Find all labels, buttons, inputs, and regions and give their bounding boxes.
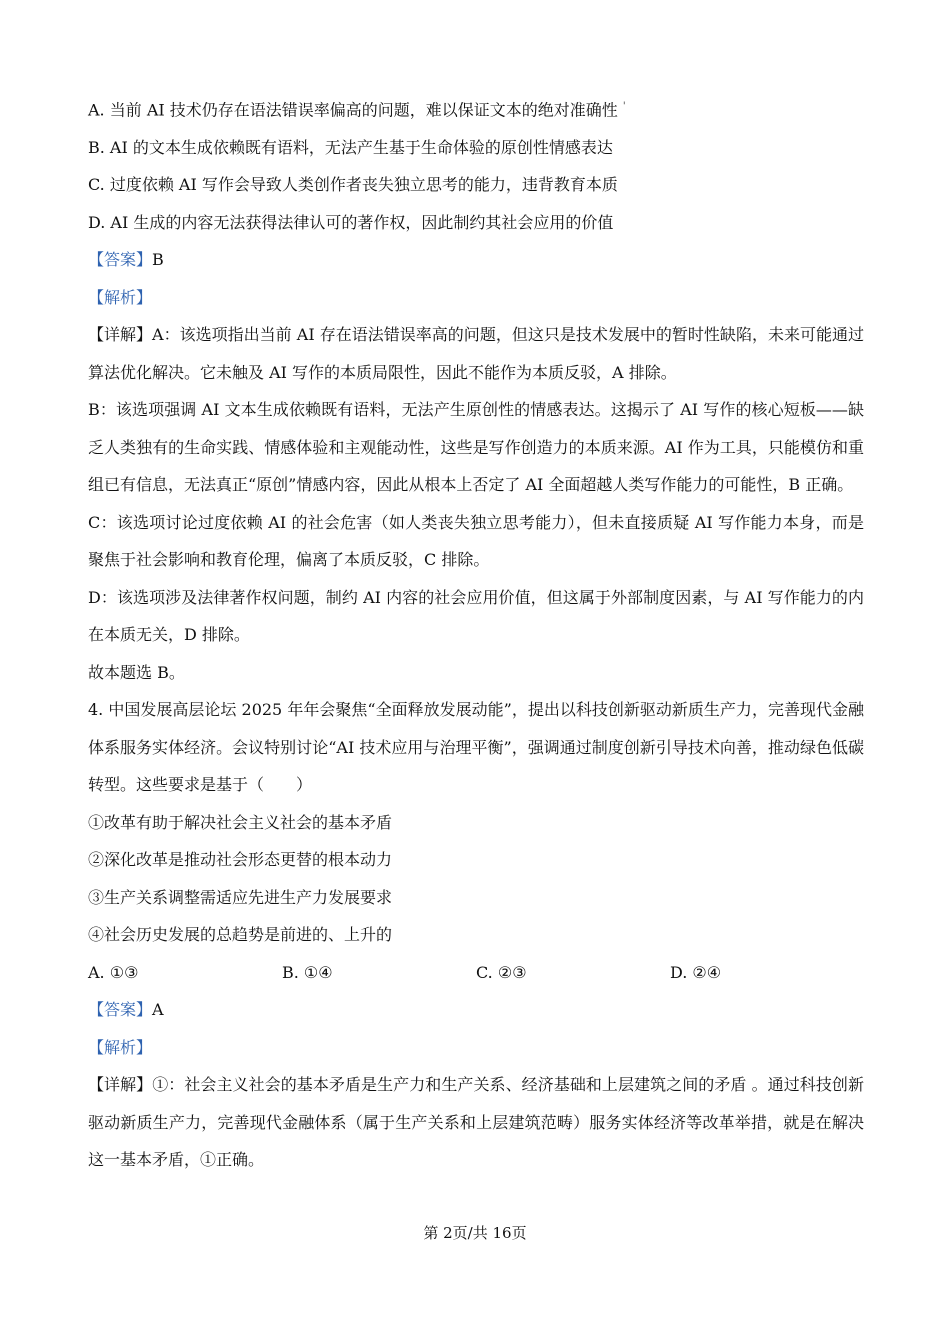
- q3-option-b: B. AI 的文本生成依赖既有语料，无法产生基于生命体验的原创性情感表达: [88, 137, 613, 157]
- q4-detail-1: 【详解】①：社会主义社会的基本矛盾是生产力和生产关系、经济基础和上层建筑之间的矛盾 。通过科技创新驱动新质生产力，完善现代金融体系（属于生产关系和上层建筑范畴）服务实体经济等改革举措，就是在解决这一基本矛盾，①正确。: [88, 1075, 864, 1170]
- q4-option-d: D. ②④: [670, 962, 722, 982]
- q4-item-4: ④社会历史发展的总趋势是前进的、上升的: [88, 925, 393, 945]
- q4-item-2: ②深化改革是推动社会形态更替的根本动力: [88, 850, 393, 870]
- q4-item-1: ①改革有助于解决社会主义社会的基本矛盾: [88, 812, 393, 832]
- q4-options: [88, 954, 864, 992]
- q3-detail-a: 【详解】A：该选项指出当前 AI 存在语法错误率高的问题，但这只是技术发展中的暂时性缺陷，未来可能通过算法优化解决。它未触及 AI 写作的本质局限性，因此不能作为本质反驳，A 排除。: [88, 325, 864, 382]
- q3-option-c: C. 过度依赖 AI 写作会导致人类创作者丧失独立思考的能力，违背教育本质: [88, 175, 618, 195]
- detail-tag: 【详解】: [88, 325, 153, 345]
- q4-option-a: A. ①③: [88, 962, 139, 982]
- q4-option-b: B. ①④: [282, 962, 333, 982]
- document-page: [88, 88, 864, 1179]
- q3-analysis-heading: [88, 279, 864, 317]
- q4-item-3: ③生产关系调整需适应先进生产力发展要求: [88, 887, 393, 907]
- q4-option-c: C. ②③: [476, 962, 527, 982]
- q3-conclusion: 故本题选 B。: [88, 662, 185, 682]
- answer-tag: 【答案】: [88, 250, 153, 270]
- q3-option-a: A. 当前 AI 技术仍存在语法错误率偏高的问题，难以保证文本的绝对准确性 ': [88, 100, 626, 120]
- answer-tag: 【答案】: [88, 1000, 153, 1020]
- q3-detail-c: C：该选项讨论过度依赖 AI 的社会危害（如人类丧失独立思考能力），但未直接质疑 AI 写作能力本身，而是聚焦于社会影响和教育伦理，偏离了本质反驳，C 排除。: [88, 512, 864, 570]
- q3-detail-b: B：该选项强调 AI 文本生成依赖既有语料，无法产生原创性的情感表达。这揭示了 AI 写作的核心短板——缺乏人类独有的生命实践、情感体验和主观能动性，这些是写作创造力的本质来源。AI 作为工具，只能模仿和重组已有信息，无法真正“原创”情感内容，因此从根本上否定了 AI 全面超越人类写作能力的可能性，B 正确。: [88, 400, 864, 495]
- q3-answer: [88, 241, 864, 279]
- q4-stem: 4. 中国发展高层论坛 2025 年年会聚焦“全面释放发展动能”，提出以科技创新驱动新质生产力，完善现代金融体系服务实体经济。会议特别讨论“AI 技术应用与治理平衡”，强调通过制度创新引导技术向善，推动绿色低碳转型。这些要求是基于（ ）: [88, 700, 864, 795]
- answer-value: B: [152, 250, 164, 270]
- analysis-tag: 【解析】: [88, 1037, 153, 1057]
- page-footer: 第 2页/共 16页: [423, 1224, 527, 1242]
- analysis-tag: 【解析】: [88, 287, 153, 307]
- detail-tag: 【详解】: [88, 1075, 153, 1095]
- answer-value: A: [152, 1000, 164, 1020]
- q3-detail-d: D：该选项涉及法律著作权问题，制约 AI 内容的社会应用价值，但这属于外部制度因素，与 AI 写作能力的内在本质无关，D 排除。: [88, 587, 864, 645]
- q3-option-d: D. AI 生成的内容无法获得法律认可的著作权，因此制约其社会应用的价值: [88, 212, 614, 232]
- q4-analysis-heading: [88, 1029, 864, 1067]
- q4-answer: [88, 991, 864, 1029]
